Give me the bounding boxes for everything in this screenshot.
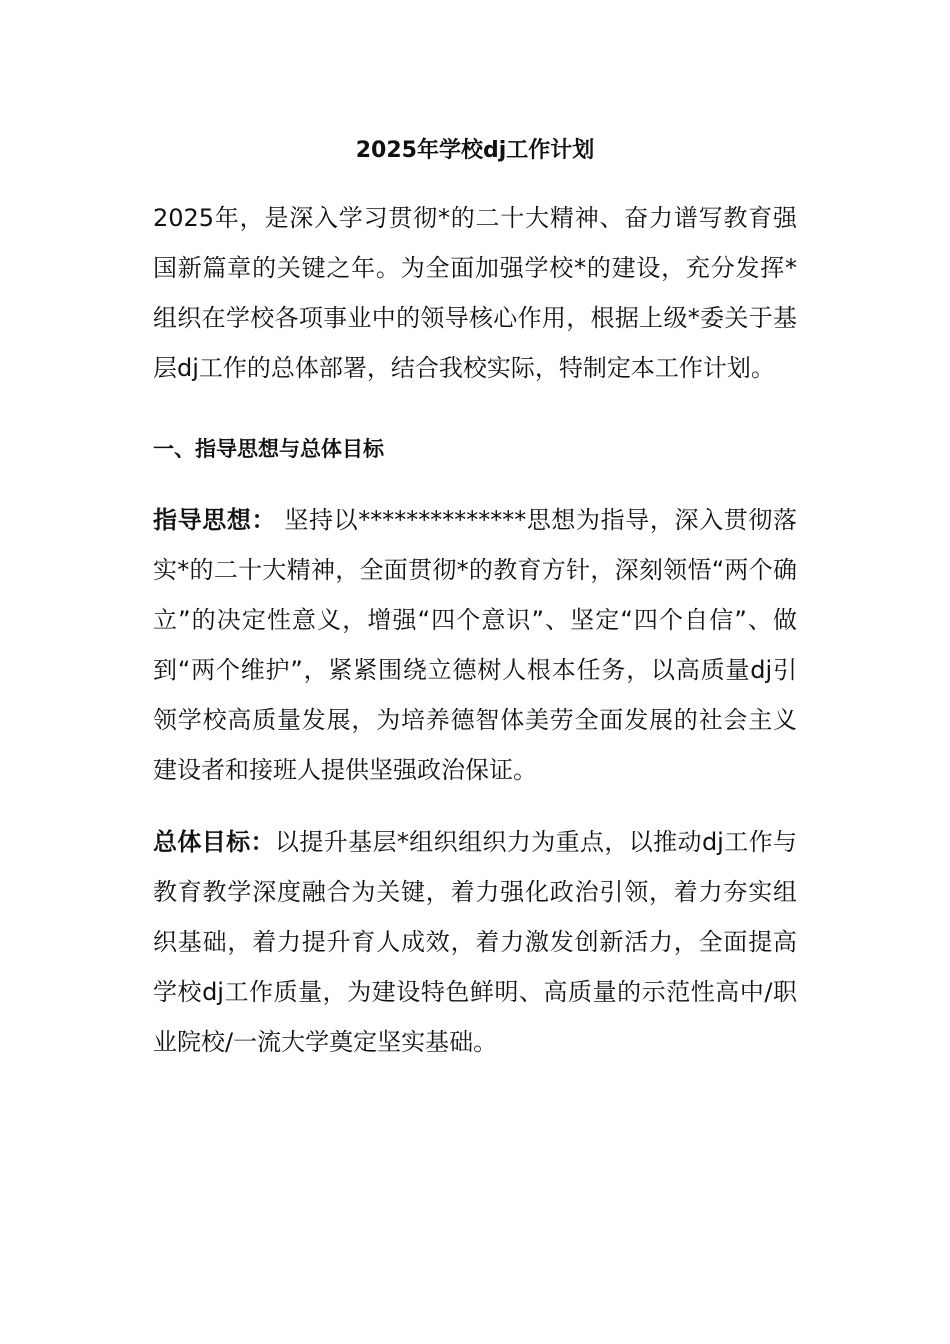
guiding-thought-text: 坚持以**************思想为指导，深入贯彻落实*的二十大精神，全面贯彻*的教育方针，深刻领悟“两个确立”的决定性意义，增强“四个意识”、坚定“四个自信”、做到“两个维护”，紧紧围绕立德树人根本任务，以高质量dj引领学校高质量发展，为培养德智体美劳全面发展的社会主义建设者和接班人提供坚强政治保证。 bbox=[153, 506, 797, 784]
intro-paragraph: 2025年，是深入学习贯彻*的二十大精神、奋力谱写教育强国新篇章的关键之年。为全面加强学校*的建设，充分发挥*组织在学校各项事业中的领导核心作用，根据上级*委关于基层dj工作的总体部署，结合我校实际，特制定本工作计划。 bbox=[153, 204, 797, 382]
overall-goal-label: 总体目标： bbox=[153, 828, 275, 856]
guiding-thought-paragraph bbox=[153, 495, 797, 795]
document-title: 2025年学校dj工作计划 bbox=[355, 138, 595, 163]
section-heading: 一、指导思想与总体目标 bbox=[153, 437, 384, 461]
overall-goal-paragraph bbox=[153, 817, 797, 1067]
overall-goal-text: 以提升基层*组织组织力为重点，以推动dj工作与教育教学深度融合为关键，着力强化政治引领，着力夯实组织基础，着力提升育人成效，着力激发创新活力，全面提高学校dj工作质量，为建设特色鲜明、高质量的示范性高中/职业院校/一流大学奠定坚实基础。 bbox=[153, 828, 798, 1056]
guiding-thought-label: 指导思想： bbox=[153, 506, 277, 534]
